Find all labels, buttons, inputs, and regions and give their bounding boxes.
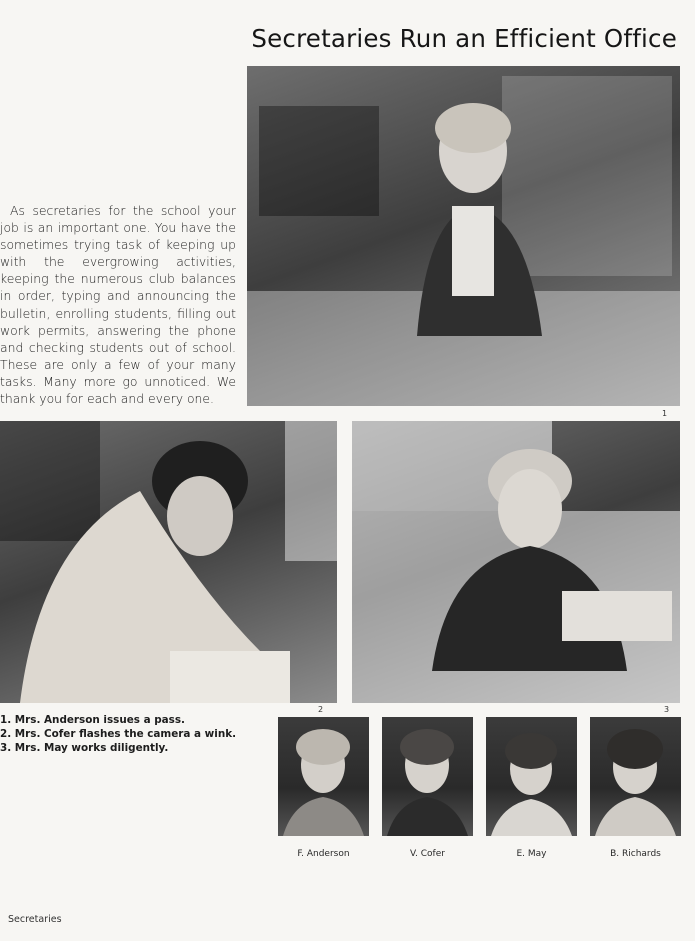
caption-1: 1. Mrs. Anderson issues a pass. bbox=[0, 714, 185, 726]
page-title: Secretaries Run an Efficient Office bbox=[251, 24, 677, 53]
intro-paragraph bbox=[0, 202, 236, 407]
photo-cofer-desk bbox=[0, 421, 337, 703]
photo-number-2: 2 bbox=[318, 705, 324, 714]
page-footer-section: Secretaries bbox=[8, 914, 62, 925]
portrait-may bbox=[486, 717, 577, 836]
portrait-name-richards: B. Richards bbox=[610, 849, 661, 859]
photo-number-3: 3 bbox=[664, 705, 670, 714]
caption-2: 2. Mrs. Cofer flashes the camera a wink. bbox=[0, 728, 237, 740]
portrait-name-may: E. May bbox=[516, 849, 547, 859]
photo-anderson-desk bbox=[247, 66, 680, 406]
intro-text: As secretaries for the school your job is an important one. You have the sometimes trying task of keeping up with the evergrowing activities, keeping the numerous club balances in order, typing and announcing the bulletin, enrolling students, filling out work permits, answering the phone and checking students out of school. These are only a few of your many tasks. Many more go unnoticed. We thank you for each and every one. bbox=[0, 203, 236, 407]
portrait-anderson bbox=[278, 717, 369, 836]
photo-number-1: 1 bbox=[662, 409, 668, 418]
photo-may-desk bbox=[352, 421, 680, 703]
portrait-name-anderson: F. Anderson bbox=[297, 849, 350, 859]
secretary-writing-illustration bbox=[0, 421, 337, 703]
caption-3: 3. Mrs. May works diligently. bbox=[0, 742, 169, 754]
secretary-figure-illustration bbox=[247, 66, 680, 406]
secretary-typing-illustration bbox=[352, 421, 680, 703]
portrait-name-cofer: V. Cofer bbox=[410, 849, 445, 859]
photo-captions bbox=[0, 713, 236, 755]
portrait-richards bbox=[590, 717, 681, 836]
portrait-cofer bbox=[382, 717, 473, 836]
